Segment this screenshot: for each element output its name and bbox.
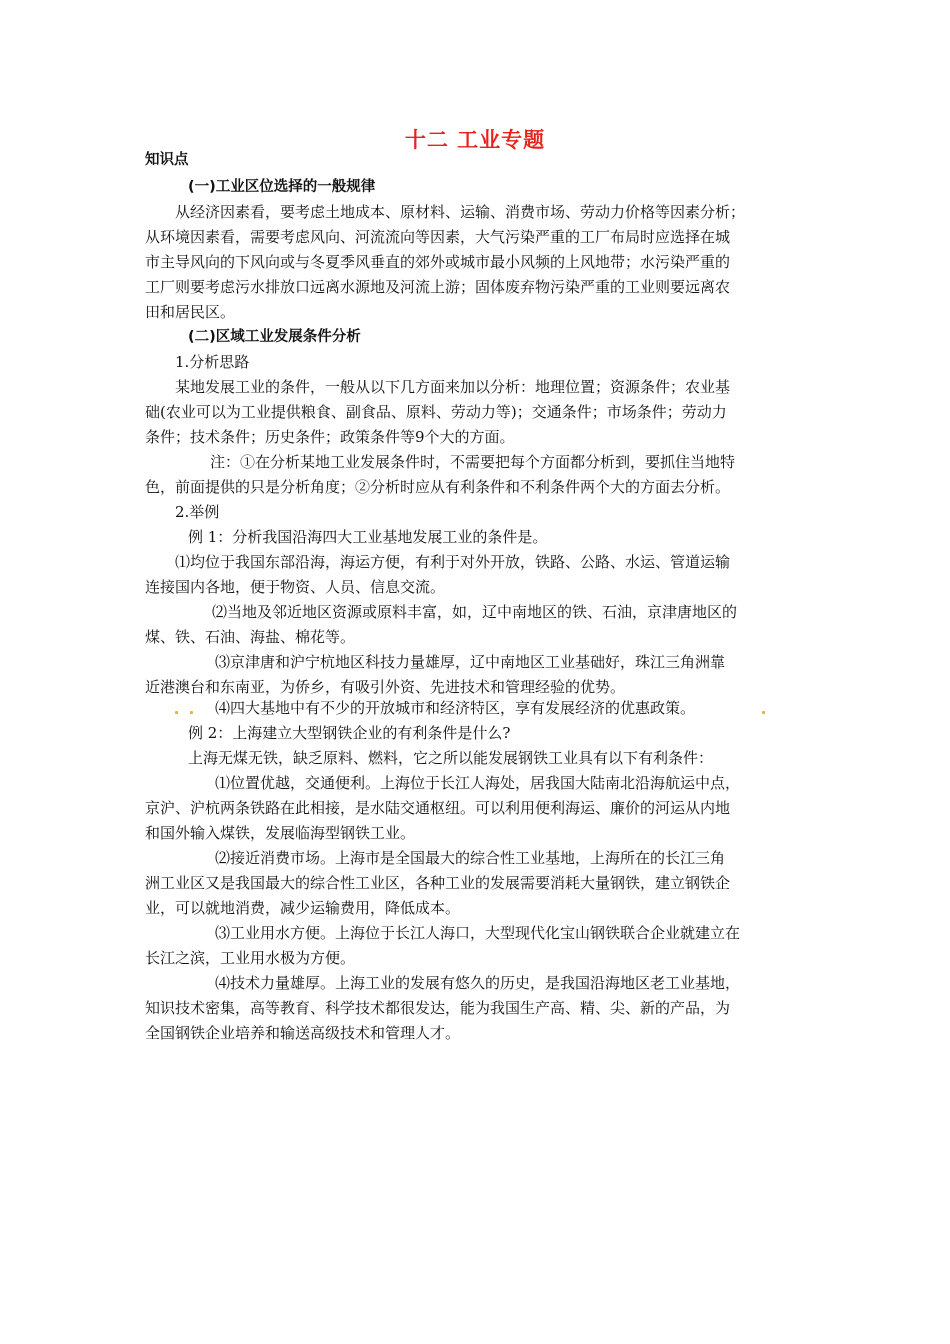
section-label: 知识点 [145, 152, 189, 168]
paragraph-line: 从经济因素看，要考虑土地成本、原材料、运输、消费市场、劳动力价格等因素分析； [175, 203, 746, 221]
example-line: 近港澳台和东南亚，为侨乡，有吸引外资、先进技术和管理经验的优势。 [145, 678, 626, 696]
paragraph-line: 从环境因素看，需要考虑风向、河流流向等因素，大气污染严重的工厂布局时应选择在城 [145, 228, 731, 246]
section-2-heading: (二)区域工业发展条件分析 [188, 329, 361, 345]
example-line: ⑵接近消费市场。上海市是全国最大的综合性工业基地，上海所在的长江三角 [215, 849, 726, 867]
example-line: ⑷四大基地中有不少的开放城市和经济特区，享有发展经济的优惠政策。 [215, 699, 696, 717]
example-line: ⑷技术力量雄厚。上海工业的发展有悠久的历史，是我国沿海地区老工业基地， [215, 974, 741, 992]
example-2-question: 例 2：上海建立大型钢铁企业的有利条件是什么? [188, 724, 511, 742]
paragraph-line: 条件；技术条件；历史条件；政策条件等9个大的方面。 [145, 428, 515, 446]
example-1-question: 例 1：分析我国沿海四大工业基地发展工业的条件是。 [188, 528, 548, 546]
section-1-heading: (一)工业区位选择的一般规律 [188, 179, 376, 195]
stray-mark [175, 711, 178, 714]
example-line: 京沪、沪杭两条铁路在此相接，是水陆交通枢纽。可以利用便利海运、廉价的河运从内地 [145, 799, 731, 817]
example-line: 知识技术密集，高等教育、科学技术都很发达，能为我国生产高、精、尖、新的产品，为 [145, 999, 731, 1017]
example-line: ⑶工业用水方便。上海位于长江人海口，大型现代化宝山钢铁联合企业就建立在 [215, 924, 741, 942]
example-line: ⑶京津唐和沪宁杭地区科技力量雄厚，辽中南地区工业基础好，珠江三角洲靠 [215, 653, 726, 671]
example-line: 和国外输入煤铁，发展临海型钢铁工业。 [145, 824, 416, 842]
paragraph-line: 某地发展工业的条件，一般从以下几方面来加以分析：地理位置；资源条件；农业基 [175, 378, 731, 396]
page-title: 十二 工业专题 [404, 128, 546, 152]
note-line: 注：①在分析某地工业发展条件时，不需要把每个方面都分析到，要抓住当地特 [210, 453, 736, 471]
example-line: 全国钢铁企业培养和输送高级技术和管理人才。 [145, 1024, 461, 1042]
example-line: ⑵当地及邻近地区资源或原料丰富，如，辽中南地区的铁、石油，京津唐地区的 [212, 603, 738, 621]
stray-mark [762, 711, 765, 714]
example-line: ⑴均位于我国东部沿海，海运方便，有利于对外开放，铁路、公路、水运、管道运输 [175, 553, 731, 571]
example-line: ⑴位置优越，交通便利。上海位于长江人海处，居我国大陆南北沿海航运中点， [215, 774, 741, 792]
example-line: 连接国内各地，便于物资、人员、信息交流。 [145, 578, 446, 596]
subheading: 1.分析思路 [175, 353, 250, 371]
example-line: 业，可以就地消费，减少运输费用，降低成本。 [145, 899, 461, 917]
paragraph-line: 市主导风向的下风向或与冬夏季风垂直的郊外或城市最小风频的上风地带；水污染严重的 [145, 253, 731, 271]
example-line: 上海无煤无铁，缺乏原料、燃料，它之所以能发展钢铁工业具有以下有利条件： [188, 749, 714, 767]
subheading: 2.举例 [175, 503, 220, 521]
stray-mark [190, 711, 193, 714]
example-line: 长江之滨，工业用水极为方便。 [145, 949, 356, 967]
paragraph-line: 工厂则要考虑污水排放口远离水源地及河流上游；固体废弃物污染严重的工业则要远离农 [145, 278, 731, 296]
paragraph-line: 田和居民区。 [145, 303, 236, 321]
example-line: 煤、铁、石油、海盐、棉花等。 [145, 628, 356, 646]
paragraph-line: 础(农业可以为工业提供粮食、副食品、原料、劳动力等)；交通条件；市场条件；劳动力 [145, 403, 727, 421]
example-line: 洲工业区又是我国最大的综合性工业区，各种工业的发展需要消耗大量钢铁，建立钢铁企 [145, 874, 731, 892]
note-line: 色，前面提供的只是分析角度；②分析时应从有利条件和不利条件两个大的方面去分析。 [145, 478, 731, 496]
